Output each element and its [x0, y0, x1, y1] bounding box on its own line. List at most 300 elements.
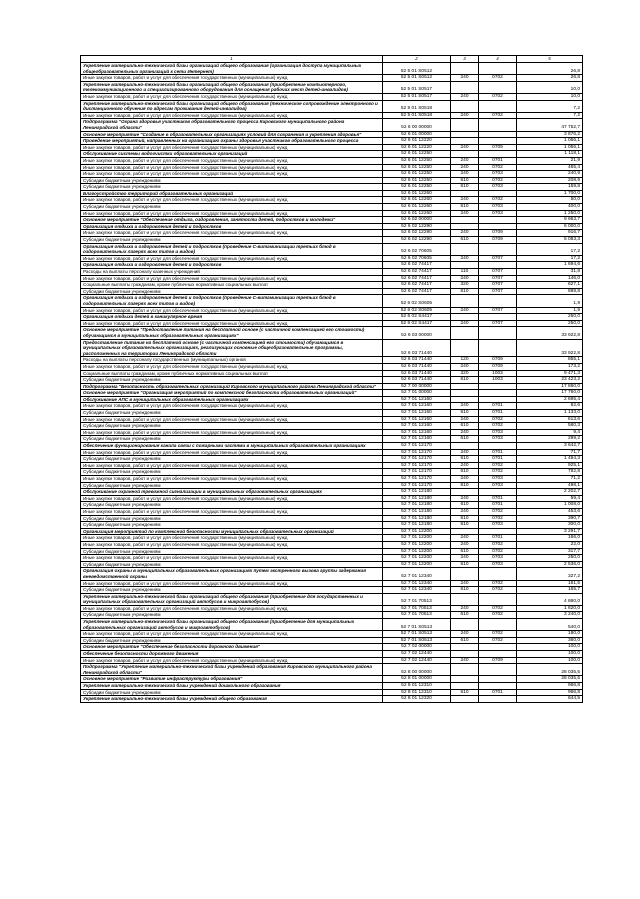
row-rz-cell: 0702 [479, 93, 517, 100]
row-sum-cell: 360,0 [517, 637, 583, 644]
table-row [81, 197, 583, 204]
row-name-cell: Иные закупки товаров, работ и услуг для обеспечения государственных (муниципальных) нужд [81, 508, 383, 515]
row-name-cell: Укрепление материально-технической базы учреждений дошкольного образования [81, 683, 383, 690]
row-code-cell: 52 6 01 12220 [383, 138, 451, 145]
row-rz-cell: 0702 [479, 416, 517, 423]
row-code-cell: 52 6 01 12250 [383, 177, 451, 184]
table-row [81, 637, 583, 644]
row-vr-cell: 610 [451, 561, 479, 568]
row-rz-cell: 0701 [479, 410, 517, 417]
row-rz-cell: 0701 [479, 456, 517, 463]
table-row [81, 190, 583, 197]
row-sum-cell: 31,8 [517, 269, 583, 276]
row-sum-cell: 400,0 [517, 204, 583, 211]
row-name-cell: Иные закупки товаров, работ и услуг для обеспечения государственных (муниципальных) нужд [81, 462, 383, 469]
row-rz-cell: 0703 [479, 561, 517, 568]
row-name-cell: Субсидии бюджетным учреждениям [81, 548, 383, 555]
row-name-cell: Субсидии бюджетным учреждениям [81, 522, 383, 529]
row-vr-cell: 610 [451, 515, 479, 522]
row-name-cell: Социальные выплаты гражданам, кроме публичных нормативных социальных выплат [81, 282, 383, 289]
table-row [81, 217, 583, 224]
table-row [81, 619, 583, 631]
row-code-cell: 52 7 01 S0513 [383, 637, 451, 644]
row-sum-cell: 2 202,7 [517, 489, 583, 496]
row-sum-cell: 17,2 [517, 243, 583, 255]
row-sum-cell: 22,0 [517, 541, 583, 548]
row-vr-cell [451, 223, 479, 230]
row-code-cell: 52 7 01 12160 [383, 396, 451, 403]
table-row [81, 689, 583, 696]
table-row [81, 230, 583, 237]
row-code-cell: 52 8 01 00000 [383, 676, 451, 683]
row-name-cell: Субсидии бюджетным учреждениям [81, 612, 383, 619]
table-row [81, 164, 583, 171]
table-row [81, 138, 583, 145]
row-rz-cell [479, 339, 517, 357]
row-vr-cell [451, 489, 479, 496]
row-sum-cell: 889,8 [517, 288, 583, 295]
row-code-cell: 52 6 02 74417 [383, 275, 451, 282]
row-code-cell: 52 6 03 00000 [383, 327, 451, 339]
row-code-cell: 52 6 01 12250 [383, 184, 451, 191]
row-sum-cell: 21,9 [517, 157, 583, 164]
row-name-cell: Субсидии бюджетным учреждениям [81, 456, 383, 463]
row-sum-cell: 17 760,0 [517, 390, 583, 397]
table-row [81, 449, 583, 456]
row-sum-cell: 23 423,2 [517, 377, 583, 384]
row-sum-cell: 33 922,8 [517, 327, 583, 339]
row-code-cell: 52 7 01 12340 [383, 580, 451, 587]
row-code-cell: 52 5 01 S0518 [383, 112, 451, 119]
row-vr-cell: 240 [451, 429, 479, 436]
row-name-cell: Организация мероприятий по комплексной безопасности муниципальных образовательных организаций [81, 528, 383, 535]
table-row [81, 210, 583, 217]
row-rz-cell [479, 676, 517, 683]
row-rz-cell [479, 81, 517, 93]
row-code-cell: 52 5 01 S0512 [383, 75, 451, 82]
row-vr-cell [451, 262, 479, 269]
row-sum-cell: 627,1 [517, 282, 583, 289]
row-name-cell: Субсидии бюджетным учреждениям [81, 502, 383, 509]
row-vr-cell [451, 131, 479, 138]
row-vr-cell: 240 [451, 144, 479, 151]
row-name-cell: Обеспечение функционирования канала связи с пожарными частями в муниципальных образовательных организациях [81, 443, 383, 450]
row-sum-cell: 1 700,0 [517, 190, 583, 197]
row-code-cell: 52 7 01 12200 [383, 535, 451, 542]
row-rz-cell: 0702 [479, 177, 517, 184]
row-rz-cell: 0707 [479, 320, 517, 327]
row-rz-cell [479, 151, 517, 158]
row-vr-cell [451, 528, 479, 535]
row-name-cell: Иные закупки товаров, работ и услуг для обеспечения государственных (муниципальных) нужд [81, 275, 383, 282]
row-vr-cell [451, 217, 479, 224]
row-sum-cell: 1 494,3 [517, 456, 583, 463]
row-name-cell: Иные закупки товаров, работ и услуг для обеспечения государственных (муниципальных) нужд [81, 541, 383, 548]
row-vr-cell [451, 327, 479, 339]
row-sum-cell: 317,7 [517, 548, 583, 555]
row-sum-cell: 100,0 [517, 644, 583, 651]
row-rz-cell: 0707 [479, 288, 517, 295]
table-row [81, 429, 583, 436]
table-row [81, 184, 583, 191]
row-rz-cell [479, 568, 517, 580]
row-name-cell: Иные закупки товаров, работ и услуг для обеспечения государственных (муниципальных) нужд [81, 307, 383, 314]
table-row [81, 363, 583, 370]
row-code-cell: 52 6 02 74417 [383, 288, 451, 295]
row-rz-cell: 0703 [479, 184, 517, 191]
row-rz-cell [479, 619, 517, 631]
row-sum-cell: 1 008,0 [517, 502, 583, 509]
row-rz-cell: 0702 [479, 637, 517, 644]
row-name-cell: Обслуживание охранной тревожной сигнализации в муниципальных образовательных организациях [81, 489, 383, 496]
row-rz-cell: 0701 [479, 403, 517, 410]
row-sum-cell: 10,0 [517, 81, 583, 93]
row-vr-cell [451, 295, 479, 307]
header-cell-vr: 3 [451, 56, 479, 63]
row-sum-cell: 9 963,7 [517, 217, 583, 224]
row-code-cell: 52 7 01 12170 [383, 476, 451, 483]
row-name-cell: Иные закупки товаров, работ и услуг для обеспечения государственных (муниципальных) нужд [81, 416, 383, 423]
row-vr-cell: 240 [451, 275, 479, 282]
row-name-cell: Основное мероприятие "Обеспечение безопасности дорожного движения" [81, 644, 383, 651]
row-code-cell: 52 6 02 S4417 [383, 320, 451, 327]
row-code-cell: 52 8 01 12310 [383, 689, 451, 696]
row-code-cell: 52 7 02 12440 [383, 657, 451, 664]
row-vr-cell: 240 [451, 462, 479, 469]
row-rz-cell: 0703 [479, 210, 517, 217]
table-row [81, 568, 583, 580]
table-row [81, 288, 583, 295]
table-row [81, 612, 583, 619]
row-code-cell: 52 7 01 12340 [383, 568, 451, 580]
table-row [81, 593, 583, 605]
row-name-cell: Субсидии бюджетным учреждениям [81, 377, 383, 384]
row-name-cell: Укрепление материально-технической базы организаций общего образования (техническое сопровождение электронного и дистанционного обучения по адресам проживания детей-инвалидов) [81, 100, 383, 112]
row-name-cell: Субсидии бюджетным учреждениям [81, 587, 383, 594]
row-code-cell: 52 7 01 70513 [383, 593, 451, 605]
table-row [81, 587, 583, 594]
header-cell-name: 1 [81, 56, 383, 63]
row-name-cell: Субсидии бюджетным учреждениям [81, 436, 383, 443]
row-name-cell: Иные закупки товаров, работ и услуг для обеспечения государственных (муниципальных) нужд [81, 230, 383, 237]
row-sum-cell: 7,2 [517, 112, 583, 119]
row-code-cell: 52 6 01 12220 [383, 144, 451, 151]
row-name-cell: Иные закупки товаров, работ и услуг для обеспечения государственных (муниципальных) нужд [81, 631, 383, 638]
row-name-cell: Подпрограмма "Охрана здоровья участников образовательного процесса Кировского муниципального района Ленинградской области" [81, 119, 383, 131]
row-vr-cell: 240 [451, 75, 479, 82]
table-row [81, 548, 583, 555]
row-rz-cell: 0703 [479, 204, 517, 211]
row-name-cell: Организация охраны в муниципальных образовательных организациях путем экстренного вызова группы задержания вневедомственной охраны [81, 568, 383, 580]
row-rz-cell [479, 63, 517, 75]
row-code-cell: 52 7 01 12180 [383, 515, 451, 522]
row-name-cell: Субсидии бюджетным учреждениям [81, 482, 383, 489]
row-rz-cell: 0702 [479, 423, 517, 430]
row-rz-cell [479, 223, 517, 230]
row-sum-cell: 166,0 [517, 535, 583, 542]
row-code-cell: 52 7 01 12200 [383, 541, 451, 548]
row-sum-cell: 165,7 [517, 587, 583, 594]
table-row [81, 443, 583, 450]
row-name-cell: Субсидии бюджетным учреждениям [81, 469, 383, 476]
row-vr-cell: 610 [451, 410, 479, 417]
row-rz-cell [479, 593, 517, 605]
row-rz-cell: 0702 [479, 541, 517, 548]
row-sum-cell: 540,0 [517, 619, 583, 631]
row-rz-cell [479, 327, 517, 339]
table-row [81, 255, 583, 262]
row-vr-cell [451, 138, 479, 145]
row-vr-cell [451, 314, 479, 321]
row-rz-cell: 0707 [479, 269, 517, 276]
row-rz-cell: 0707 [479, 282, 517, 289]
row-sum-cell: 173,2 [517, 363, 583, 370]
row-sum-cell: 299,2 [517, 436, 583, 443]
row-vr-cell: 610 [451, 423, 479, 430]
row-vr-cell: 610 [451, 469, 479, 476]
row-sum-cell: 26,8 [517, 75, 583, 82]
row-sum-cell: 1 118,1 [517, 151, 583, 158]
row-code-cell: 52 5 01 S0512 [383, 63, 451, 75]
row-vr-cell: 240 [451, 230, 479, 237]
row-sum-cell: 180,0 [517, 631, 583, 638]
row-name-cell: Обеспечение безопасности дорожного движения [81, 651, 383, 658]
row-vr-cell [451, 683, 479, 690]
row-sum-cell: 71,2 [517, 476, 583, 483]
row-vr-cell: 240 [451, 403, 479, 410]
row-rz-cell [479, 295, 517, 307]
row-name-cell: Расходы на выплаты персоналу казенных учреждений [81, 269, 383, 276]
row-code-cell: 52 6 01 12250 [383, 157, 451, 164]
row-vr-cell: 240 [451, 320, 479, 327]
row-sum-cell: 10,0 [517, 93, 583, 100]
row-sum-cell: 240,9 [517, 171, 583, 178]
table-row [81, 307, 583, 314]
row-vr-cell: 610 [451, 288, 479, 295]
row-sum-cell: 9,4 [517, 429, 583, 436]
row-name-cell: Расходы на выплаты персоналу государственных (муниципальных) органов [81, 357, 383, 364]
row-sum-cell: 465,4 [517, 164, 583, 171]
row-vr-cell [451, 696, 479, 703]
row-code-cell: 52 6 01 12260 [383, 190, 451, 197]
row-vr-cell [451, 593, 479, 605]
row-code-cell: 52 7 01 12160 [383, 410, 451, 417]
row-sum-cell: 3 876,2 [517, 131, 583, 138]
row-code-cell: 52 7 01 12170 [383, 469, 451, 476]
row-rz-cell: 0702 [479, 164, 517, 171]
table-row [81, 644, 583, 651]
row-sum-cell: 161,5 [517, 580, 583, 587]
row-rz-cell [479, 489, 517, 496]
row-sum-cell: 3 291,7 [517, 528, 583, 535]
row-sum-cell: 1 250,0 [517, 210, 583, 217]
row-code-cell: 52 7 02 00000 [383, 644, 451, 651]
row-sum-cell: 250,0 [517, 320, 583, 327]
table-row [81, 664, 583, 676]
row-sum-cell: 26,8 [517, 63, 583, 75]
row-vr-cell [451, 676, 479, 683]
row-vr-cell [451, 63, 479, 75]
row-sum-cell: 17,2 [517, 255, 583, 262]
row-sum-cell: 250,0 [517, 555, 583, 562]
row-name-cell: Организация отдыха и оздоровления детей и подростков [81, 223, 383, 230]
table-row [81, 243, 583, 255]
row-rz-cell: 0702 [479, 197, 517, 204]
row-name-cell: Основное мероприятие "Развитие инфраструктуры образования" [81, 676, 383, 683]
table-row [81, 462, 583, 469]
row-rz-cell: 0709 [479, 230, 517, 237]
row-rz-cell: 0709 [479, 237, 517, 244]
row-rz-cell: 0702 [479, 515, 517, 522]
row-vr-cell: 240 [451, 307, 479, 314]
row-vr-cell: 240 [451, 449, 479, 456]
table-row [81, 696, 583, 703]
row-rz-cell [479, 696, 517, 703]
row-name-cell: Иные закупки товаров, работ и услуг для обеспечения государственных (муниципальных) нужд [81, 320, 383, 327]
row-code-cell: 52 7 01 12180 [383, 502, 451, 509]
row-rz-cell [479, 119, 517, 131]
row-vr-cell: 240 [451, 363, 479, 370]
row-vr-cell: 610 [451, 436, 479, 443]
row-code-cell: 52 6 02 74417 [383, 262, 451, 269]
row-vr-cell [451, 443, 479, 450]
row-rz-cell [479, 383, 517, 390]
row-name-cell: Субсидии бюджетным учреждениям [81, 237, 383, 244]
row-vr-cell: 610 [451, 637, 479, 644]
row-name-cell: Основное мероприятие "Обеспечение отдыха, оздоровления, занятости детей, подростков и молодежи" [81, 217, 383, 224]
table-row [81, 580, 583, 587]
table-row [81, 396, 583, 403]
row-sum-cell: 966,8 [517, 689, 583, 696]
row-code-cell: 52 7 01 S0513 [383, 631, 451, 638]
table-row [81, 489, 583, 496]
table-row [81, 522, 583, 529]
table-row [81, 423, 583, 430]
row-rz-cell [479, 131, 517, 138]
row-sum-cell: 82,6 [517, 403, 583, 410]
row-rz-cell: 0709 [479, 144, 517, 151]
row-rz-cell: 0702 [479, 548, 517, 555]
row-sum-cell: 4 860,0 [517, 593, 583, 605]
row-sum-cell: 7,2 [517, 100, 583, 112]
row-code-cell: 52 6 01 12250 [383, 171, 451, 178]
row-rz-cell: 0701 [479, 502, 517, 509]
row-sum-cell: 644,5 [517, 696, 583, 703]
row-vr-cell: 610 [451, 502, 479, 509]
row-vr-cell [451, 390, 479, 397]
row-vr-cell [451, 568, 479, 580]
row-name-cell: Иные закупки товаров, работ и услуг для обеспечения государственных (муниципальных) нужд [81, 255, 383, 262]
row-vr-cell [451, 119, 479, 131]
row-code-cell: 52 7 01 12170 [383, 456, 451, 463]
row-sum-cell: 300,0 [517, 522, 583, 529]
row-rz-cell [479, 528, 517, 535]
row-name-cell: Укрепление материально-технической базы учреждений общего образования [81, 696, 383, 703]
row-rz-cell: 0707 [479, 255, 517, 262]
row-name-cell: Иные закупки товаров, работ и услуг для обеспечения государственных (муниципальных) нужд [81, 429, 383, 436]
row-code-cell: 52 7 01 12180 [383, 522, 451, 529]
table-row [81, 456, 583, 463]
row-rz-cell: 0702 [479, 580, 517, 587]
row-sum-cell: 5 083,3 [517, 237, 583, 244]
row-code-cell: 52 6 01 12260 [383, 210, 451, 217]
row-vr-cell: 240 [451, 210, 479, 217]
row-rz-cell [479, 314, 517, 321]
table-row [81, 377, 583, 384]
table-row [81, 676, 583, 683]
row-sum-cell: 71,7 [517, 449, 583, 456]
row-rz-cell: 0702 [479, 508, 517, 515]
row-vr-cell: 240 [451, 495, 479, 502]
row-vr-cell [451, 190, 479, 197]
table-row [81, 605, 583, 612]
row-name-cell: Субсидии бюджетным учреждениям [81, 637, 383, 644]
row-code-cell: 52 7 01 12170 [383, 443, 451, 450]
row-name-cell: Иные закупки товаров, работ и услуг для обеспечения государственных (муниципальных) нужд [81, 657, 383, 664]
row-rz-cell: 0709 [479, 357, 517, 364]
row-rz-cell [479, 243, 517, 255]
table-row [81, 528, 583, 535]
row-code-cell: 52 7 01 12200 [383, 528, 451, 535]
table-row [81, 63, 583, 75]
row-code-cell: 52 6 02 12290 [383, 237, 451, 244]
table-row [81, 561, 583, 568]
table-row [81, 535, 583, 542]
row-name-cell: Иные закупки товаров, работ и услуг для обеспечения государственных (муниципальных) нужд [81, 403, 383, 410]
row-code-cell: 52 7 01 S0513 [383, 619, 451, 631]
table-row [81, 157, 583, 164]
row-name-cell: Иные закупки товаров, работ и услуг для обеспечения государственных (муниципальных) нужд [81, 210, 383, 217]
row-name-cell: Иные закупки товаров, работ и услуг для обеспечения государственных (муниципальных) нужд [81, 605, 383, 612]
table-row [81, 631, 583, 638]
row-vr-cell [451, 339, 479, 357]
table-row [81, 295, 583, 307]
table-row [81, 383, 583, 390]
row-vr-cell: 610 [451, 689, 479, 696]
row-name-cell: Благоустройство территорий образовательных организаций [81, 190, 383, 197]
row-code-cell: 52 7 01 12160 [383, 416, 451, 423]
row-sum-cell: 1,9 [517, 295, 583, 307]
table-row [81, 683, 583, 690]
row-rz-cell: 0703 [479, 482, 517, 489]
row-sum-cell: 1 056,1 [517, 138, 583, 145]
row-code-cell: 52 6 03 71440 [383, 377, 451, 384]
row-sum-cell: 159,8 [517, 184, 583, 191]
table-row [81, 204, 583, 211]
row-vr-cell: 240 [451, 157, 479, 164]
row-rz-cell: 0707 [479, 307, 517, 314]
table-row [81, 262, 583, 269]
row-code-cell: 52 6 02 S0605 [383, 295, 451, 307]
row-vr-cell: 240 [451, 171, 479, 178]
row-rz-cell [479, 262, 517, 269]
table-row [81, 482, 583, 489]
row-rz-cell: 0703 [479, 522, 517, 529]
table-row [81, 282, 583, 289]
row-name-cell: Укрепление материально-технической базы организаций общего образования (приобретение для государственных и муниципальных образовательных организаций автобусов и микроавтобусов) [81, 593, 383, 605]
table-row [81, 81, 583, 93]
row-name-cell: Организация отдыха и оздоровления детей и подростков [81, 262, 383, 269]
row-name-cell: Иные закупки товаров, работ и услуг для обеспечения государственных (муниципальных) нужд [81, 144, 383, 151]
row-sum-cell: 855,1 [517, 357, 583, 364]
table-row [81, 144, 583, 151]
row-sum-cell: 2 536,0 [517, 561, 583, 568]
row-rz-cell [479, 100, 517, 112]
row-rz-cell: 0701 [479, 157, 517, 164]
row-sum-cell: 33 922,8 [517, 339, 583, 357]
row-rz-cell: 0702 [479, 469, 517, 476]
row-sum-cell: 50,0 [517, 197, 583, 204]
